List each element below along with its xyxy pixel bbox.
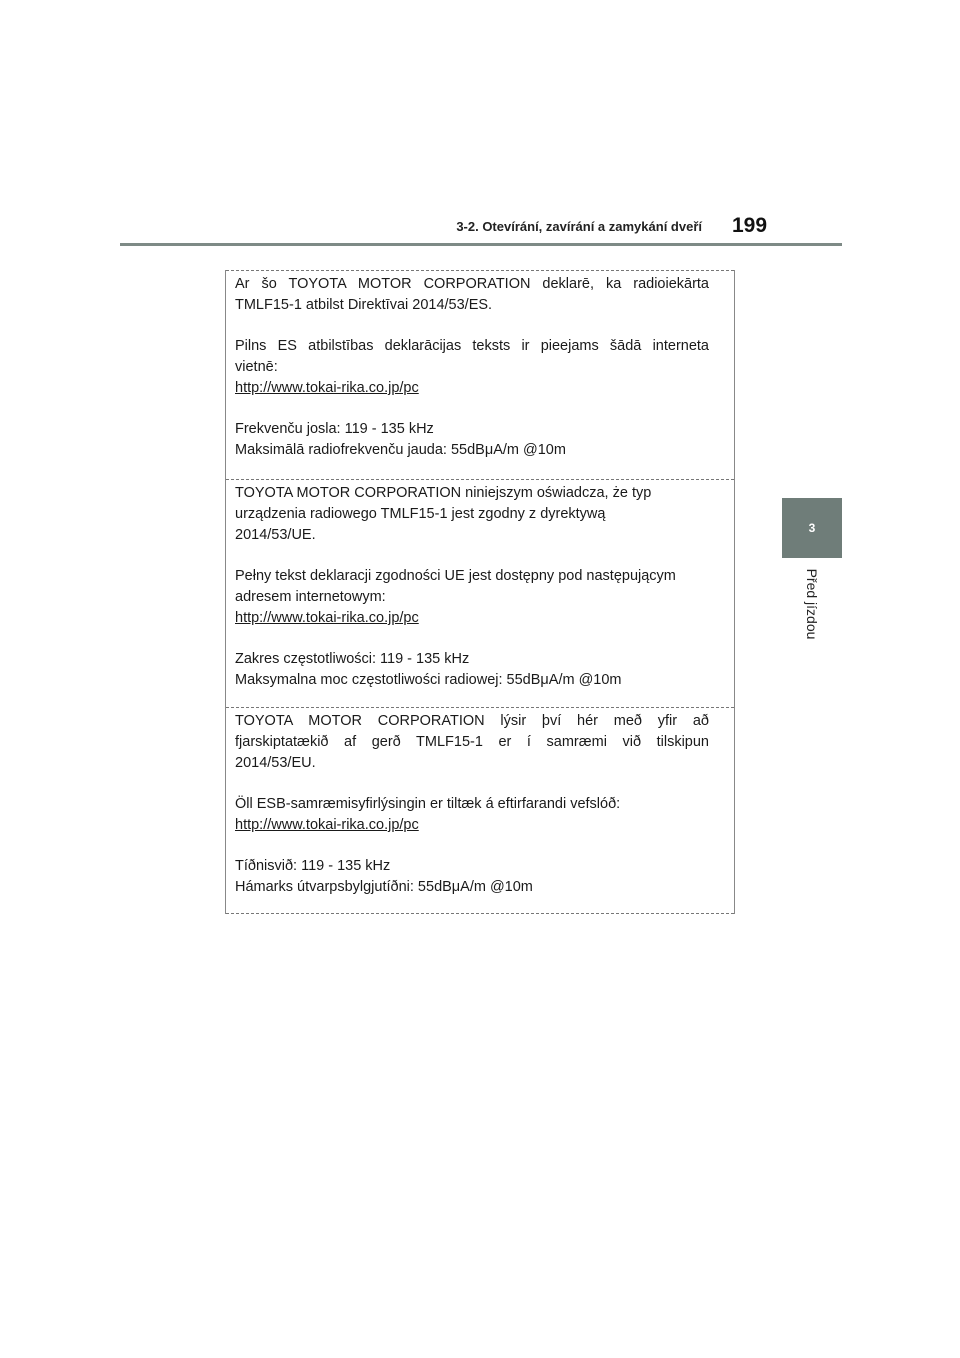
notice-icelandic bbox=[226, 707, 734, 914]
notice-latvian bbox=[226, 270, 734, 479]
notice-line: Frekvenču josla: 119 - 135 kHz bbox=[235, 421, 434, 437]
section-title: 3-2. Otevírání, zavírání a zamykání dveří bbox=[456, 219, 702, 234]
notice-line: Öll ESB-samræmisyfirlýsingin er tiltæk á eftirfarandi vefslóð: bbox=[235, 796, 621, 812]
notice-line: Zakres częstotliwości: 119 - 135 kHz bbox=[235, 651, 470, 667]
notice-line: Tíðnisvið: 119 - 135 kHz bbox=[235, 858, 391, 874]
chapter-number: 3 bbox=[808, 521, 816, 535]
notice-line: Maksymalna moc częstotliwości radiowej: 55dBμA/m @10m bbox=[235, 672, 622, 688]
notice-line: urządzenia radiowego TMLF15-1 jest zgodny z dyrektywą bbox=[235, 506, 606, 522]
notice-line: fjarskiptatækið af gerð TMLF15-1 er í samræmi við tilskipun bbox=[235, 734, 709, 750]
notice-line: Ar šo TOYOTA MOTOR CORPORATION deklarē, ka radioiekārta bbox=[235, 276, 709, 292]
notice-line: Pełny tekst deklaracji zgodności UE jest dostępny pod następującym bbox=[235, 568, 676, 584]
declaration-link[interactable]: http://www.tokai-rika.co.jp/pc bbox=[235, 380, 419, 396]
notice-line: TMLF15-1 atbilst Direktīvai 2014/53/ES. bbox=[235, 297, 493, 313]
notice-line: adresem internetowym: bbox=[235, 589, 386, 605]
page-number: 199 bbox=[732, 214, 768, 237]
notice-polish bbox=[226, 479, 734, 707]
header-rule bbox=[120, 243, 842, 246]
notice-line: Hámarks útvarpsbylgjutíðni: 55dBμA/m @10m bbox=[235, 879, 533, 895]
notice-line: TOYOTA MOTOR CORPORATION lýsir því hér með yfir að bbox=[235, 713, 709, 729]
notice-line: 2014/53/UE. bbox=[235, 527, 316, 543]
notice-line: Maksimālā radiofrekvenču jauda: 55dBμA/m @10m bbox=[235, 442, 566, 458]
notice-line: 2014/53/EU. bbox=[235, 755, 316, 771]
declaration-link[interactable]: http://www.tokai-rika.co.jp/pc bbox=[235, 817, 419, 833]
notice-line: Pilns ES atbilstības deklarācijas teksts ir pieejams šādā interneta bbox=[235, 338, 709, 354]
notice-line: vietnē: bbox=[235, 359, 278, 375]
chapter-label: Před jízdou bbox=[804, 568, 820, 640]
chapter-tab bbox=[782, 498, 842, 558]
declaration-box bbox=[225, 270, 735, 914]
notice-line: TOYOTA MOTOR CORPORATION niniejszym oświadcza, że typ bbox=[235, 485, 652, 501]
declaration-link[interactable]: http://www.tokai-rika.co.jp/pc bbox=[235, 610, 419, 626]
